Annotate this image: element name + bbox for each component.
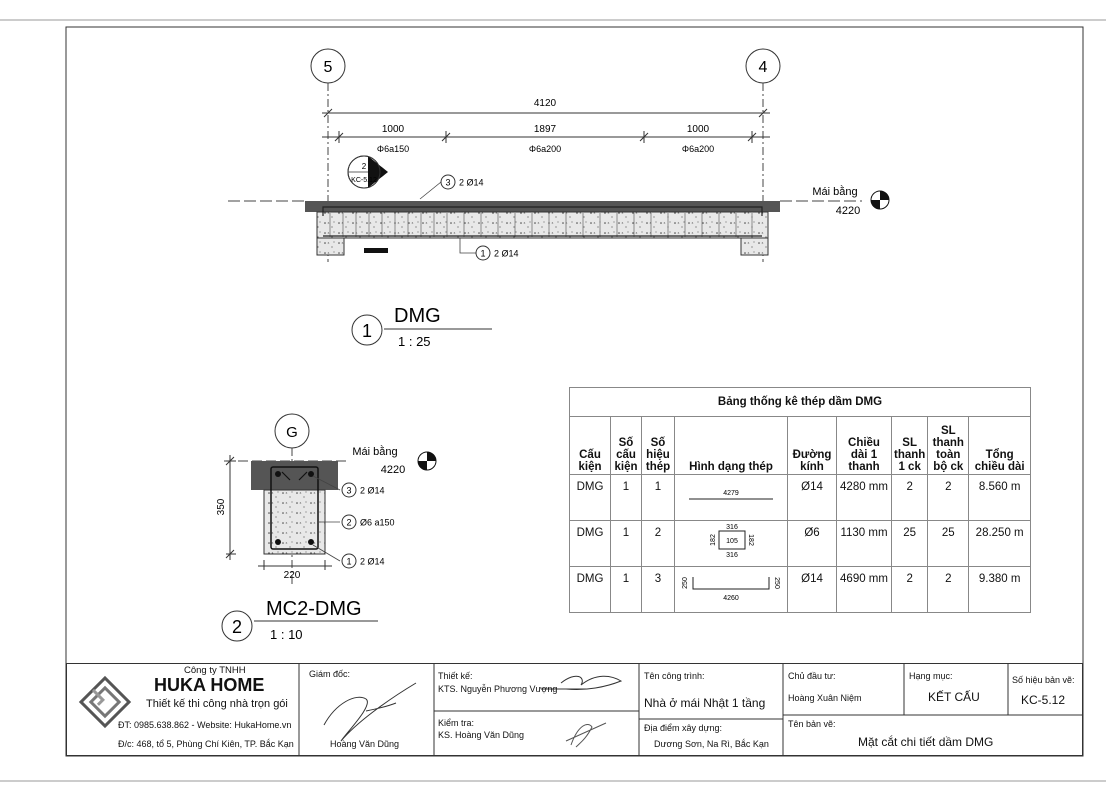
cell-count: 1 (611, 521, 642, 567)
segment-dim-3: 1000 (686, 124, 710, 135)
view-2-number: 2 (231, 617, 243, 637)
col-header: Cấu kiện (570, 417, 611, 475)
cell-id: 2 (642, 521, 675, 567)
cell-qty-all: 25 (928, 521, 969, 567)
view-2-title: MC2-DMG (266, 598, 362, 620)
designer-name: KTS. Nguyễn Phương Vượng (438, 684, 558, 694)
section-tag-3-label: 2 Ø14 (360, 485, 385, 496)
company-type: Công ty TNHH (184, 665, 246, 676)
table-row (570, 521, 1031, 567)
sheet-number: KC-5.12 (1021, 693, 1066, 707)
project-name: Nhà ở mái Nhật 1 tầng (644, 696, 766, 710)
bar-shape-straight (677, 475, 785, 513)
bar-shape-bent (677, 567, 785, 605)
beam-elevation (228, 49, 889, 349)
cell-total: 8.560 m (969, 475, 1031, 521)
cell-diameter: Ø14 (788, 567, 837, 613)
bar-tag-3-label: 2 Ø14 (459, 177, 484, 188)
shape-length: 4279 (723, 490, 739, 497)
bar-shape-stirrup (677, 521, 785, 559)
cell-ck: DMG (570, 521, 611, 567)
col-header: SL thanh 1 ck (892, 417, 928, 475)
cell-total: 28.250 m (969, 521, 1031, 567)
cell-shape (675, 475, 788, 521)
cell-total: 9.380 m (969, 567, 1031, 613)
schedule-caption: Bảng thống kê thép dầm DMG (570, 388, 1031, 417)
level-value: 4220 (835, 205, 861, 217)
stirrup-spec-3: Φ6a200 (681, 144, 715, 154)
owner-name: Hoàng Xuân Niệm (788, 693, 862, 703)
cell-shape (675, 567, 788, 613)
grid-label-4: 4 (758, 59, 768, 76)
col-header: Hình dạng thép (675, 417, 788, 475)
cell-diameter: Ø6 (788, 521, 837, 567)
title-block (66, 663, 1083, 756)
shape-bottom: 316 (726, 552, 738, 559)
shape-length: 4260 (723, 595, 739, 602)
cell-qty: 2 (892, 567, 928, 613)
view-1-scale: 1 : 25 (398, 334, 431, 349)
col-header: Chiều dài 1 thanh (837, 417, 892, 475)
section-height-dim: 350 (216, 498, 227, 516)
location-value: Dương Sơn, Na Rì, Bắc Kạn (654, 739, 769, 749)
cell-qty-all: 2 (928, 567, 969, 613)
stirrup-spec-1: Φ6a150 (376, 144, 410, 154)
shape-left: 250 (682, 577, 689, 589)
cell-id: 3 (642, 567, 675, 613)
section-tag-3-number: 3 (346, 485, 352, 496)
view-1-title: DMG (394, 305, 441, 327)
cell-shape (675, 521, 788, 567)
director-label: Giám đốc: (309, 669, 351, 679)
drawing-label: Tên bản vẽ: (788, 719, 836, 729)
grid-bubble-4 (746, 49, 780, 83)
shape-right: 182 (747, 534, 754, 546)
grid-label-g: G (286, 424, 298, 441)
section-tag-1-number: 1 (346, 556, 352, 567)
section-marker-number: 2 (361, 162, 367, 171)
section-width-dim: 220 (283, 570, 301, 581)
level-name: Mái bằng (812, 186, 858, 198)
cell-ck: DMG (570, 567, 611, 613)
project-label: Tên công trình: (644, 671, 705, 681)
category-label: Hạng mục: (909, 671, 953, 681)
col-header: Tổng chiều dài (969, 417, 1031, 475)
segment-dim-1: 1000 (381, 124, 405, 135)
shape-left: 182 (710, 534, 717, 546)
company-address: Đ/c: 468, tổ 5, Phùng Chí Kiên, TP. Bắc Kạn (118, 739, 294, 749)
bar-tag-3-number: 3 (445, 177, 451, 188)
cell-ck: DMG (570, 475, 611, 521)
cell-count: 1 (611, 567, 642, 613)
section-level-value: 4220 (380, 464, 406, 476)
company-name: HUKA HOME (154, 675, 265, 695)
beam-section (216, 414, 436, 642)
rebar-schedule (569, 387, 1031, 613)
design-label: Thiết kế: (438, 671, 473, 681)
shape-hook: 105 (726, 538, 738, 545)
section-tag-2-number: 2 (346, 517, 352, 528)
section-marker (348, 156, 388, 188)
shape-top: 316 (726, 524, 738, 531)
section-marker-sheet: KC-5.12 (351, 177, 377, 184)
bar-tag-1-label: 2 Ø14 (494, 248, 519, 259)
col-header: Số hiệu thép (642, 417, 675, 475)
cell-length: 4690 mm (837, 567, 892, 613)
view-2-scale: 1 : 10 (270, 627, 303, 642)
cell-qty: 25 (892, 521, 928, 567)
col-header: SL thanh toàn bộ ck (928, 417, 969, 475)
section-level-name: Mái bằng (352, 446, 398, 458)
director-name: Hoàng Văn Dũng (330, 739, 400, 749)
grid-label-5: 5 (323, 59, 333, 76)
cell-id: 1 (642, 475, 675, 521)
cell-length: 4280 mm (837, 475, 892, 521)
col-header: Số cấu kiện (611, 417, 642, 475)
beam-body (317, 212, 768, 238)
stirrup-spec-2: Φ6a200 (528, 144, 562, 154)
location-label: Địa điểm xây dựng: (644, 723, 723, 733)
cell-length: 1130 mm (837, 521, 892, 567)
overall-dimension: 4120 (533, 98, 557, 109)
section-tag-1-label: 2 Ø14 (360, 556, 385, 567)
drawing-name: Mặt cắt chi tiết dầm DMG (858, 735, 994, 749)
checker-name: KS. Hoàng Văn Dũng (438, 730, 525, 740)
view-1-number: 1 (361, 321, 373, 341)
company-contact: ĐT: 0985.638.862 - Website: HukaHome.vn (118, 720, 292, 730)
col-header: Đường kính (788, 417, 837, 475)
sheet-label: Số hiệu bản vẽ: (1012, 675, 1075, 685)
company-slogan: Thiết kế thi công nhà trọn gói (146, 698, 288, 710)
bar-tag-1-number: 1 (480, 248, 486, 259)
section-tag-2-label: Ø6 a150 (360, 517, 395, 528)
cell-qty-all: 2 (928, 475, 969, 521)
check-label: Kiểm tra: (438, 718, 475, 728)
table-row (570, 567, 1031, 613)
cell-count: 1 (611, 475, 642, 521)
shape-right: 250 (773, 577, 780, 589)
cell-qty: 2 (892, 475, 928, 521)
owner-label: Chủ đầu tư: (788, 671, 836, 681)
category-value: KẾT CẤU (928, 690, 980, 704)
cell-diameter: Ø14 (788, 475, 837, 521)
grid-bubble-5 (311, 49, 345, 83)
segment-dim-2: 1897 (533, 124, 557, 135)
table-row (570, 475, 1031, 521)
